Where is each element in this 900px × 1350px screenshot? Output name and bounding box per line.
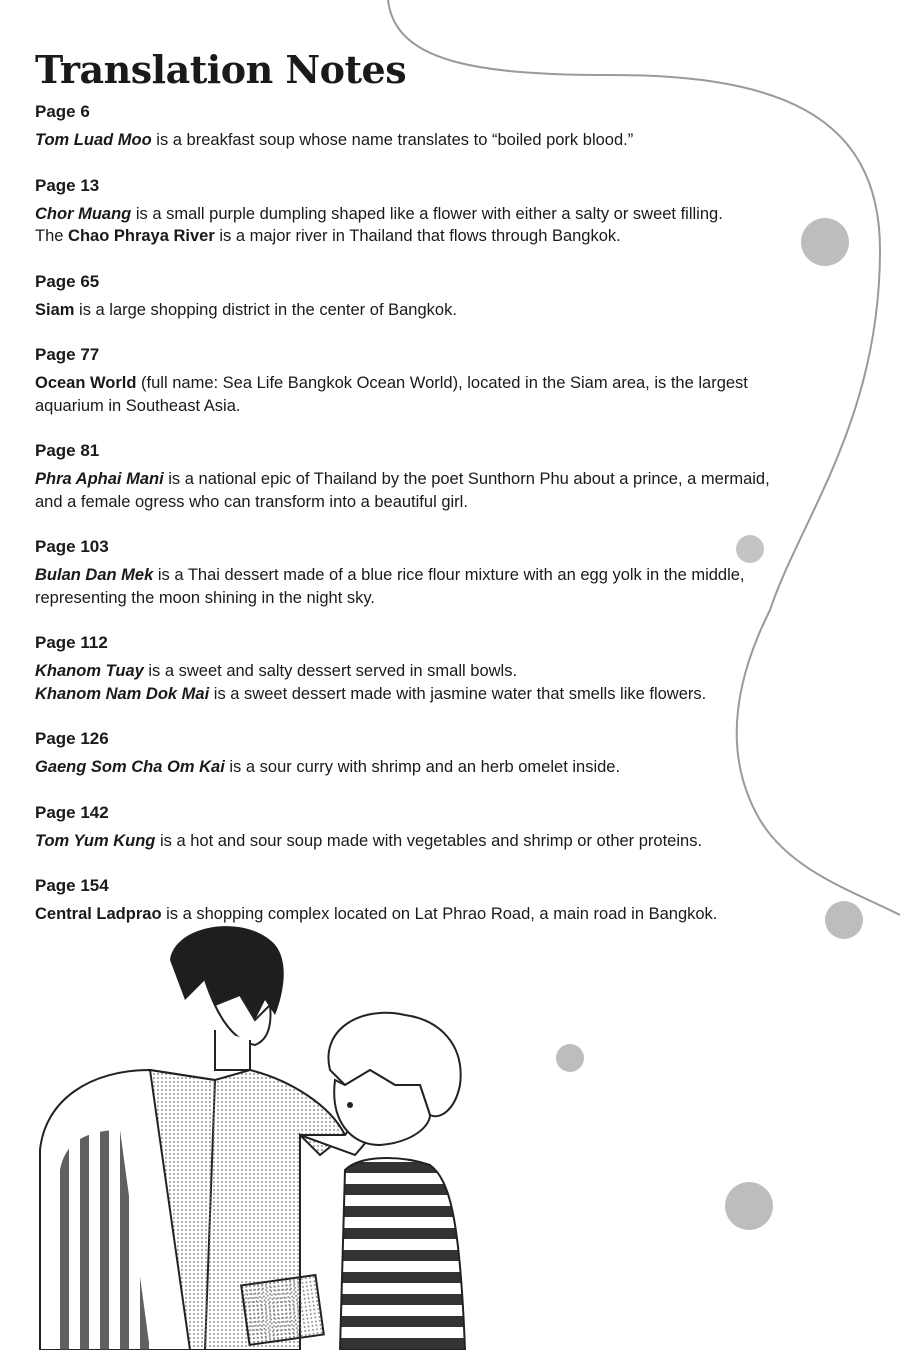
note-term: Central Ladprao	[35, 905, 162, 923]
note-description: is a sweet dessert made with jasmine water that smells like flowers.	[209, 684, 707, 703]
translation-note	[35, 270, 835, 322]
note-line	[35, 395, 835, 418]
note-page-label: Page 13	[35, 175, 100, 195]
note-line	[35, 203, 835, 226]
note-term: Khanom Tuay	[35, 662, 144, 680]
translation-note	[35, 343, 835, 417]
note-line	[35, 129, 835, 152]
note-description: aquarium in Southeast Asia.	[35, 396, 241, 415]
translation-note	[35, 100, 835, 152]
note-description: is a small purple dumpling shaped like a flower with either a salty or sweet filling.	[131, 204, 723, 223]
note-line	[35, 372, 835, 395]
translation-note	[35, 801, 835, 853]
note-prefix: The	[35, 227, 69, 245]
book	[241, 1275, 324, 1345]
notes-list	[35, 100, 835, 926]
note-term: Chor Muang	[35, 204, 132, 223]
translation-note	[35, 174, 835, 248]
note-term: Tom Luad Moo	[35, 131, 152, 149]
note-description: is a sour curry with shrimp and an herb omelet inside.	[224, 758, 621, 776]
decorative-dot	[725, 1182, 773, 1230]
note-description: representing the moon shining in the night sky.	[35, 588, 375, 607]
note-description: is a hot and sour soup made with vegetables and shrimp or other proteins.	[155, 831, 703, 850]
note-description: is a major river in Thailand that flows through Bangkok.	[214, 227, 621, 245]
note-term: Phra Aphai Mani	[35, 470, 164, 488]
note-page-label: Page 154	[35, 876, 109, 895]
note-line	[35, 225, 835, 248]
note-term: Chao Phraya River	[68, 227, 215, 245]
manga-illustration	[0, 920, 520, 1350]
translation-note	[35, 631, 835, 705]
note-page-label: Page 81	[35, 441, 100, 460]
decorative-dot	[556, 1044, 584, 1072]
note-description: is a large shopping district in the center of Bangkok.	[74, 300, 457, 319]
note-line	[35, 468, 835, 491]
page-title: Translation Notes	[35, 47, 407, 92]
note-description: and a female ogress who can transform into a beautiful girl.	[35, 492, 468, 511]
note-term: Siam	[35, 300, 75, 319]
note-line	[35, 660, 835, 683]
note-page-label: Page 126	[35, 729, 109, 748]
note-description: is a shopping complex located on Lat Phrao Road, a main road in Bangkok.	[161, 905, 718, 923]
translation-note	[35, 874, 835, 926]
note-line	[35, 587, 835, 610]
note-line	[35, 756, 835, 779]
small-boy-shirt	[340, 1158, 465, 1350]
note-term: Tom Yum Kung	[35, 831, 156, 850]
note-line	[35, 491, 835, 514]
notes-content	[35, 40, 835, 948]
note-description: is a Thai dessert made of a blue rice flour mixture with an egg yolk in the middle,	[153, 566, 745, 584]
note-term: Gaeng Som Cha Om Kai	[35, 758, 225, 776]
translation-note	[35, 439, 835, 513]
note-description: is a sweet and salty dessert served in small bowls.	[143, 662, 518, 680]
note-description: is a national epic of Thailand by the poet Sunthorn Phu about a prince, a mermaid,	[163, 470, 770, 488]
note-page-label: Page 65	[35, 271, 100, 291]
note-term: Khanom Nam Dok Mai	[35, 684, 210, 703]
note-line	[35, 830, 835, 853]
note-page-label: Page 6	[35, 102, 90, 121]
note-line	[35, 683, 835, 706]
translation-note	[35, 727, 835, 779]
note-page-label: Page 112	[35, 633, 108, 652]
note-line	[35, 564, 835, 587]
translation-note	[35, 535, 835, 609]
note-description: (full name: Sea Life Bangkok Ocean World), located in the Siam area, is the largest	[136, 374, 748, 392]
note-term: Ocean World	[35, 374, 137, 392]
note-description: is a breakfast soup whose name translates to “boiled pork blood.”	[151, 131, 634, 149]
note-term: Bulan Dan Mek	[35, 566, 154, 584]
note-page-label: Page 77	[35, 345, 100, 364]
note-line	[35, 299, 835, 322]
note-page-label: Page 103	[35, 537, 109, 556]
note-page-label: Page 142	[35, 802, 109, 822]
